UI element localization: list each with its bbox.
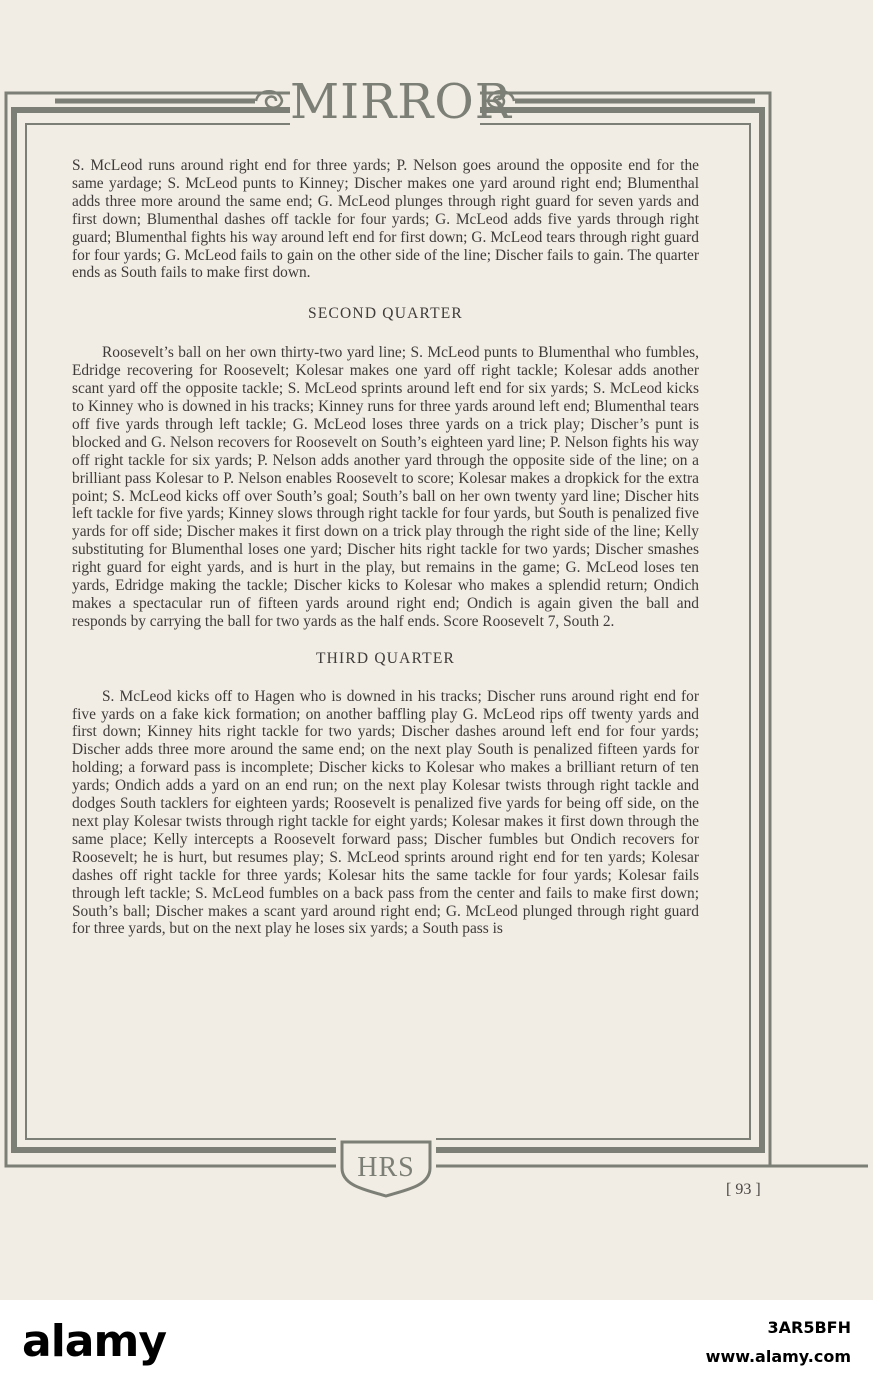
intro-paragraph: S. McLeod runs around right end for three yards; P. Nelson goes around the opposite end for the same yardage; S. McLeod punts to Kinney; Discher makes one yard around right end; Blumenthal adds three more around the same end; G. McLeod plunges through right guard for seven yards and first down; Blumenthal dashes off tackle for four yards; G. McLeod adds five yards through right guard; Blumenthal fights his way around left end for first down; G. McLeod tears through right guard for four yards; G. McLeod fails to gain on the other side of the line; Discher fails to gain. The quarter ends as South fails to make first down. (72, 157, 699, 282)
page-number: [ 93 ] (726, 1181, 761, 1198)
hrs-monogram-emblem (336, 1138, 436, 1198)
stock-logo: alamy (22, 1316, 166, 1367)
third-quarter-heading: THIRD QUARTER (315, 649, 456, 667)
stock-url: www.alamy.com (705, 1347, 851, 1366)
second-quarter-heading: SECOND QUARTER (308, 305, 463, 323)
page-content (72, 157, 699, 938)
stock-image-id: 3AR5BFH (767, 1318, 851, 1337)
second-quarter-paragraph: Roosevelt’s ball on her own thirty-two yard line; S. McLeod punts to Blumenthal who fumbles, Edridge recovering for Roosevelt; Kolesar makes one yard off right tackle; Kolesar adds another scant yard off the opposite tackle; S. McLeod sprints around left end for six yards; S. McLeod kicks to Kinney who is downed in his tracks; Kinney runs for three yards around left end; Blumenthal tears off five yards through left tackle; G. McLeod loses three yards on a trick play; Discher’s punt is blocked and G. Nelson recovers for Roosevelt on South’s eighteen yard line; P. Nelson fights his way off right tackle for six yards; P. Nelson adds another yard through the opposite side of the line; on a brilliant pass Kolesar to P. Nelson enables Roosevelt to score; Kolesar makes a dropkick for the extra point; S. McLeod kicks off over South’s goal; South’s ball on her own twenty yard line; Discher hits left tackle for five yards; Kinney slows through right tackle for four yards, but South is penalized five yards for off side; Discher makes it first down on a trick play through the right side of the line; Kelly substituting for Blumenthal loses one yard; Discher hits right tackle for two yards; Discher smashes right guard for eight yards, and is hurt in the play, but remains in the game; G. McLeod loses ten yards, Edridge making the tackle; Discher kicks to Kolesar who makes a splendid return; Ondich makes a spectacular run of fifteen yards around right end; Ondich is again given the ball and responds by carrying the ball for two yards as the half ends. Score Roosevelt 7, South 2. (72, 344, 699, 630)
header-title: MIRROR (290, 70, 480, 134)
third-quarter-paragraph: S. McLeod kicks off to Hagen who is downed in his tracks; Discher runs around right end for five yards on a fake kick formation; on another baffling play G. McLeod rips off twenty yards and first down; Kinney hits right tackle for two yards; Discher dashes around left end for four yards; Discher adds three more around the same end; on the next play South is penalized fifteen yards for holding; a forward pass is incomplete; Discher kicks to Kolesar who makes a brilliant return of ten yards; Ondich adds a yard on an end run; on the next play Kolesar twists through right tackle and dodges South tacklers for eighteen yards; Roosevelt is penalized five yards for being off side, on the next play Kolesar twists through right tackle for eight yards; Kolesar makes it first down through the same place; Kelly intercepts a Roosevelt forward pass; Discher fumbles but Ondich recovers for Roosevelt; he is hurt, but resumes play; S. McLeod sprints around right end for ten yards; Kolesar dashes off right tackle for three yards; Kolesar hits the same tackle for four yards; Kolesar fails through left tackle; S. McLeod fumbles on a back pass from the center and fails to make first down; South’s ball; Discher makes a scant yard around right end; G. McLeod plunged through right guard for three yards, but on the next play he loses six yards; a South pass is (72, 687, 699, 938)
monogram-text: HRS (357, 1152, 415, 1183)
